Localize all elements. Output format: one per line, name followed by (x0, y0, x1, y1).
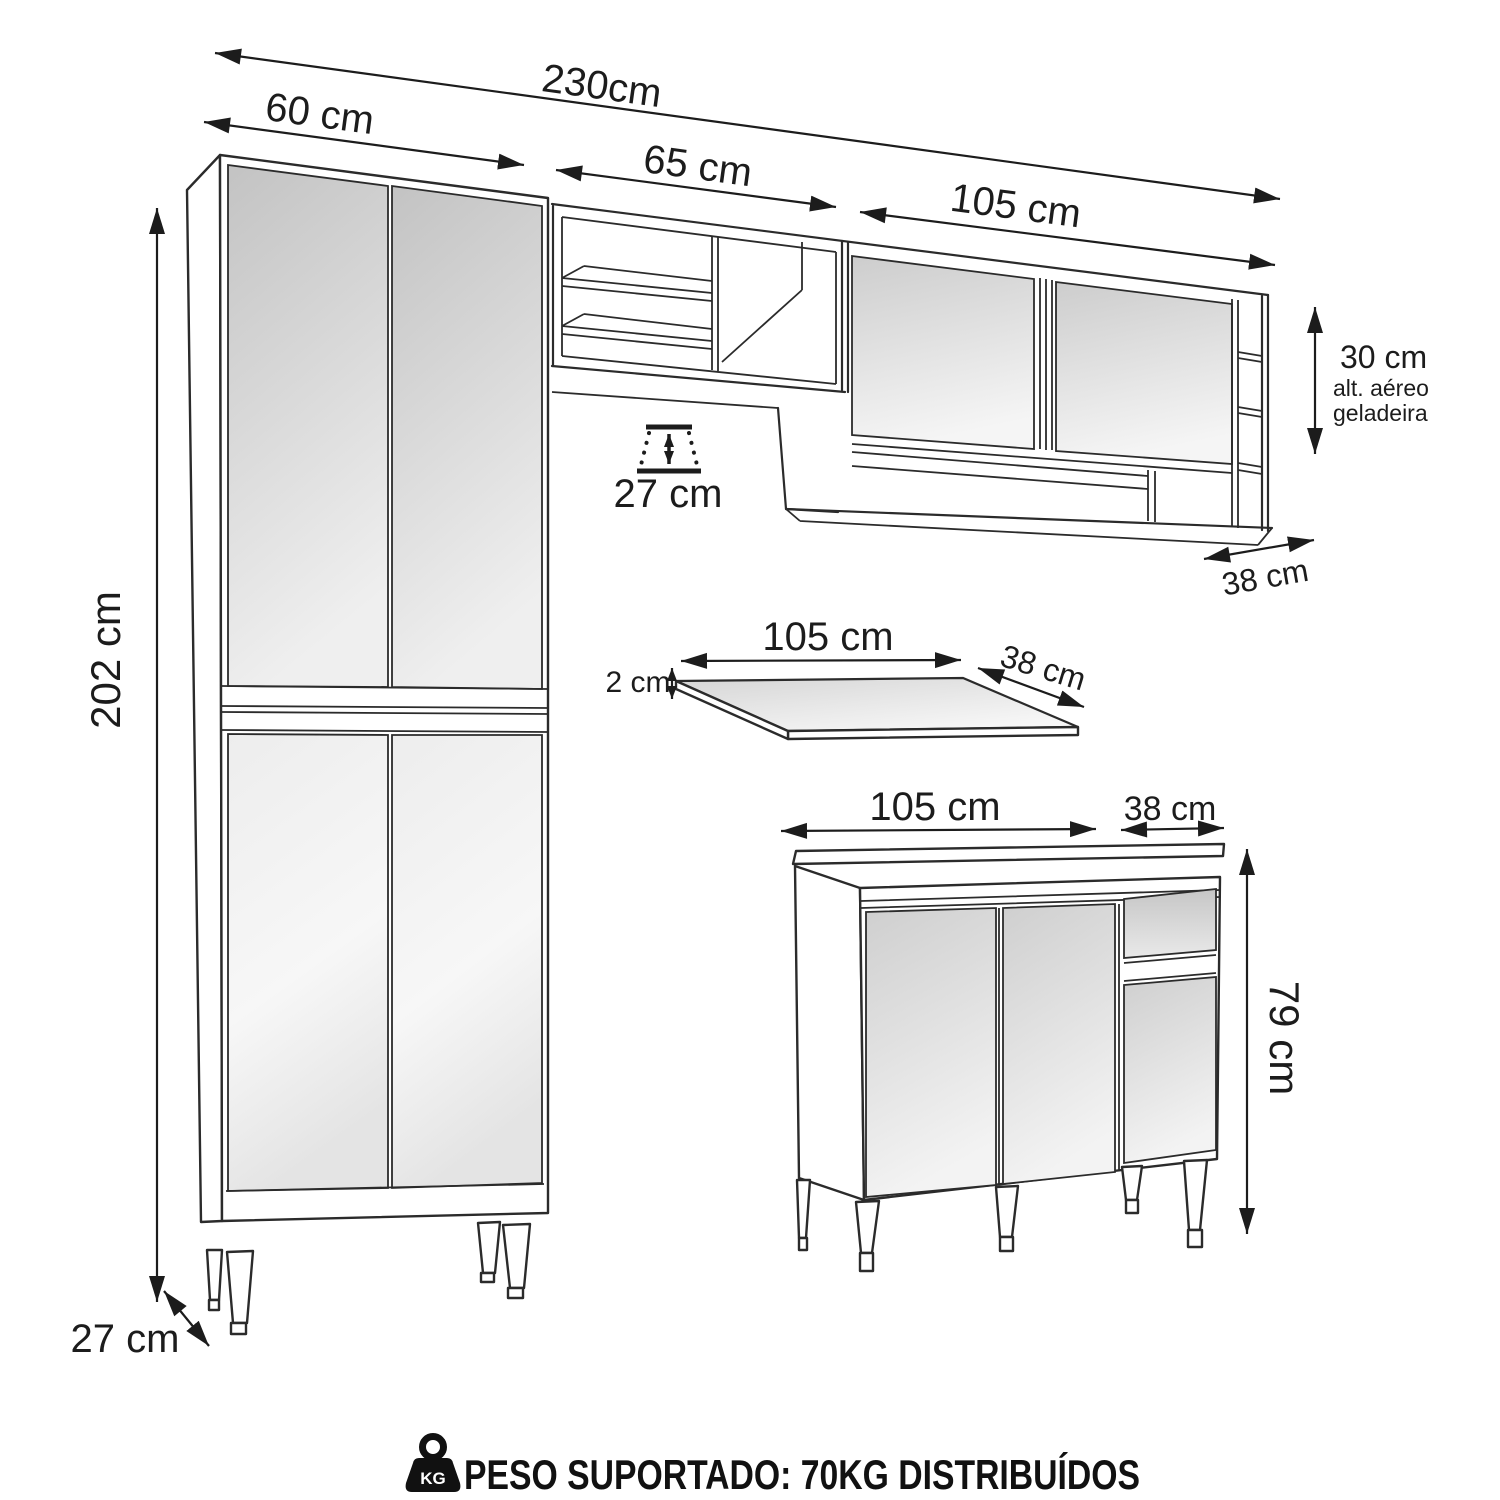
dim-base-depth-arrow (1121, 828, 1224, 830)
base-top-slab (793, 844, 1224, 864)
wall-depth-label: 38 cm (1219, 551, 1312, 603)
total-width-label: 230cm (539, 56, 665, 117)
wall-cabinet-underside (786, 509, 1272, 545)
base-leg-foot (1126, 1200, 1138, 1213)
tall-cabinet (187, 155, 548, 1334)
base-width-label: 105 cm (869, 785, 1001, 829)
bridge-support (778, 408, 838, 512)
shelf-divider (712, 236, 718, 371)
base-door-small (1124, 977, 1216, 1163)
dim-base-width-arrow (781, 829, 1096, 831)
wall-width-label: 105 cm (947, 175, 1084, 237)
wall-cabinet-bottom-edge (786, 509, 1272, 528)
wall-height-note-2: geladeira (1333, 400, 1428, 426)
wall-height-label: 30 cm (1340, 339, 1428, 375)
countertop-surface (676, 678, 1078, 731)
footer (406, 1437, 1140, 1499)
wall-niche-board (1238, 352, 1262, 362)
niche-height-label: 27 cm (613, 472, 723, 516)
tall-height-label: 202 cm (82, 591, 129, 729)
base-drawer-front (1124, 889, 1216, 958)
kg-weight-icon (406, 1437, 461, 1493)
shelf-board (562, 314, 712, 349)
tall-cabinet-leg-foot (209, 1300, 219, 1310)
base-depth-label: 38 cm (1123, 790, 1217, 828)
base-leg (1122, 1166, 1142, 1200)
wall-niche-board (1238, 463, 1262, 474)
tall-cabinet-leg-foot (231, 1323, 246, 1334)
tall-cabinet-door-top-left (228, 165, 388, 687)
shelf-right-edge (842, 241, 848, 392)
top-width-label: 105 cm (762, 615, 894, 659)
wall-cabinet-door-right (1056, 282, 1232, 464)
base-leg-foot (1188, 1230, 1202, 1247)
supported-weight-note: PESO SUPORTADO: 70KG DISTRIBUÍDOS (464, 1451, 1140, 1498)
base-height-label: 79 cm (1261, 980, 1308, 1096)
base-door-left (866, 908, 996, 1197)
base-side-panel (795, 866, 864, 1200)
wall-right-column (1232, 299, 1238, 528)
tall-cabinet-door-bottom-left (228, 734, 388, 1191)
countertop (676, 678, 1078, 739)
base-leg-foot (799, 1238, 807, 1250)
top-thickness-label: 2 cm (605, 666, 671, 699)
wall-cabinet-right-edge (1262, 295, 1268, 531)
shelf-unit (552, 206, 848, 512)
wall-height-note-1: alt. aéreo (1333, 375, 1429, 401)
base-leg-foot (1000, 1237, 1013, 1251)
dim-top-width-arrow (681, 660, 961, 661)
base-cabinet (793, 844, 1224, 1271)
top-depth-label: 38 cm (996, 637, 1091, 698)
wall-cabinet (786, 256, 1272, 545)
tall-cabinet-leg (207, 1250, 222, 1300)
wall-niche-board (1238, 407, 1262, 417)
wall-door-gap (1040, 278, 1052, 450)
tall-cabinet-leg (227, 1251, 253, 1323)
tall-cabinet-leg-foot (481, 1273, 494, 1282)
shelf-board (562, 266, 712, 301)
base-leg (856, 1201, 879, 1253)
tall-cabinet-leg (503, 1224, 530, 1288)
tall-cabinet-leg (478, 1222, 500, 1273)
tall-cabinet-leg-foot (508, 1288, 523, 1298)
shelf-width-label: 65 cm (640, 137, 755, 196)
tall-width-label: 60 cm (262, 85, 377, 144)
base-leg-foot (860, 1253, 873, 1271)
base-leg (1184, 1160, 1207, 1230)
tall-cabinet-door-bottom-right (392, 735, 542, 1188)
base-leg (797, 1180, 810, 1238)
shelf-unit-base-lower (552, 392, 778, 408)
wall-shelf-divider (1148, 470, 1155, 522)
tall-cabinet-side-panel (187, 155, 222, 1222)
niche-height-icon (637, 427, 701, 471)
base-leg (996, 1186, 1018, 1237)
wall-shelf-board (852, 452, 1148, 489)
tall-depth-label: 27 cm (70, 1317, 180, 1361)
base-door-middle (1003, 904, 1115, 1184)
kg-badge-label: KG (420, 1469, 446, 1488)
tall-cabinet-door-top-right (392, 186, 542, 689)
wall-cabinet-door-left (852, 256, 1034, 449)
shelf-niche-back-edge (722, 242, 802, 362)
